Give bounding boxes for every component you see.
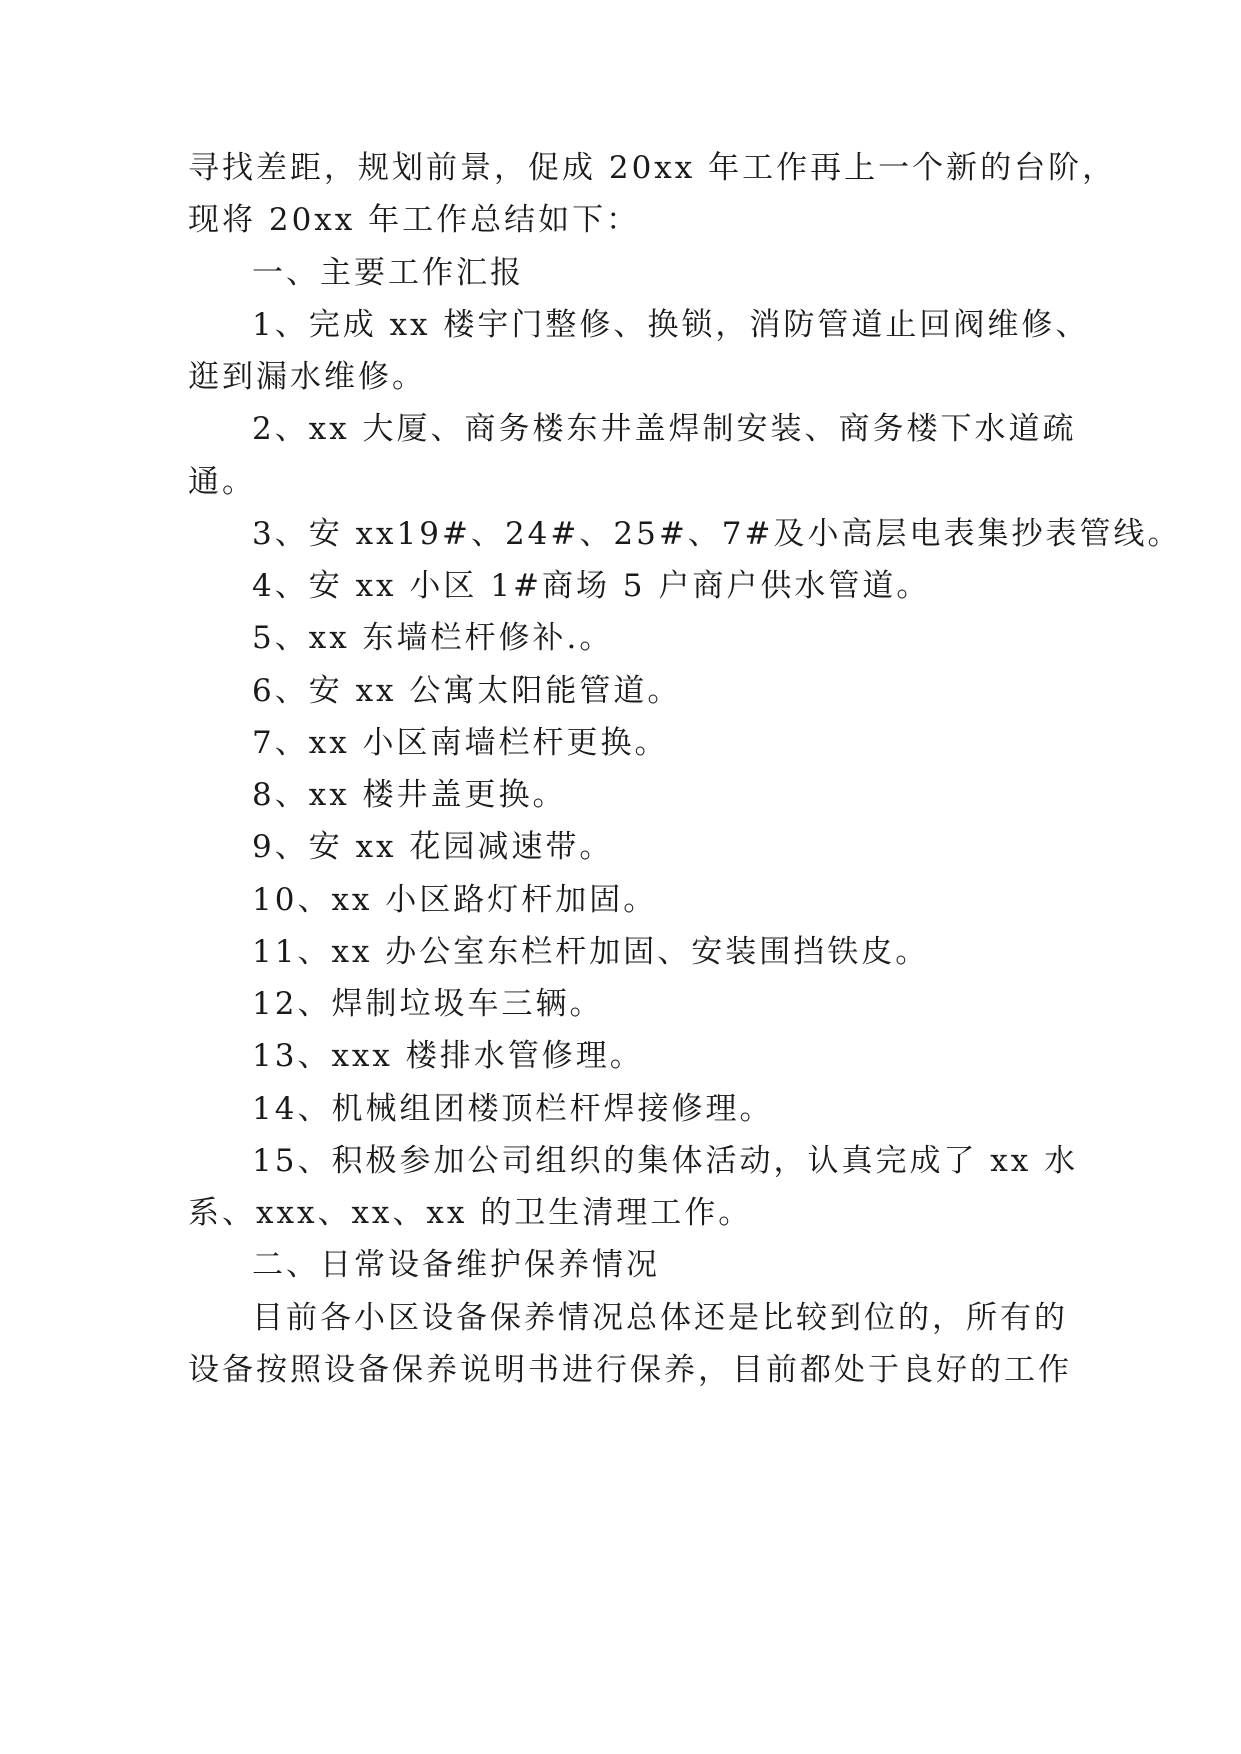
- list-item-13: 13、xxx 楼排水管修理。: [252, 1038, 644, 1074]
- list-item-11: 11、xx 办公室东栏杆加固、安装围挡铁皮。: [252, 934, 930, 970]
- list-item-1-continued: 逛到漏水维修。: [188, 359, 426, 395]
- list-item-14: 14、机械组团楼顶栏杆焊接修理。: [252, 1091, 774, 1127]
- paragraph-line-1: 目前各小区设备保养情况总体还是比较到位的，所有的: [252, 1300, 1068, 1336]
- text-line-1: 寻找差距，规划前景，促成 20xx 年工作再上一个新的台阶，: [188, 150, 1117, 186]
- list-item-6: 6、安 xx 公寓太阳能管道。: [252, 673, 682, 709]
- list-item-3: 3、安 xx19#、24#、25#、7#及小高层电表集抄表管线。: [252, 516, 1182, 552]
- list-item-4: 4、安 xx 小区 1#商场 5 户商户供水管道。: [252, 568, 931, 604]
- list-item-2-continued: 通。: [188, 464, 256, 500]
- list-item-9: 9、安 xx 花园减速带。: [252, 829, 614, 865]
- list-item-8: 8、xx 楼井盖更换。: [252, 777, 567, 813]
- list-item-2: 2、xx 大厦、商务楼东井盖焊制安装、商务楼下水道疏: [252, 411, 1077, 447]
- list-item-5: 5、xx 东墙栏杆修补.。: [252, 620, 614, 656]
- list-item-1: 1、完成 xx 楼宇门整修、换锁，消防管道止回阀维修、: [252, 307, 1090, 343]
- section-heading-maintenance: 二、日常设备维护保养情况: [252, 1247, 660, 1283]
- list-item-10: 10、xx 小区路灯杆加固。: [252, 882, 658, 918]
- paragraph-line-2: 设备按照设备保养说明书进行保养，目前都处于良好的工作: [188, 1352, 1072, 1388]
- list-item-15: 15、积极参加公司组织的集体活动，认真完成了 xx 水: [252, 1143, 1079, 1179]
- list-item-12: 12、焊制垃圾车三辆。: [252, 986, 604, 1022]
- section-heading-main-work: 一、主要工作汇报: [252, 255, 524, 291]
- list-item-7: 7、xx 小区南墙栏杆更换。: [252, 725, 669, 761]
- list-item-15-continued: 系、xxx、xx、xx 的卫生清理工作。: [188, 1195, 753, 1231]
- text-line-2: 现将 20xx 年工作总结如下：: [188, 202, 641, 238]
